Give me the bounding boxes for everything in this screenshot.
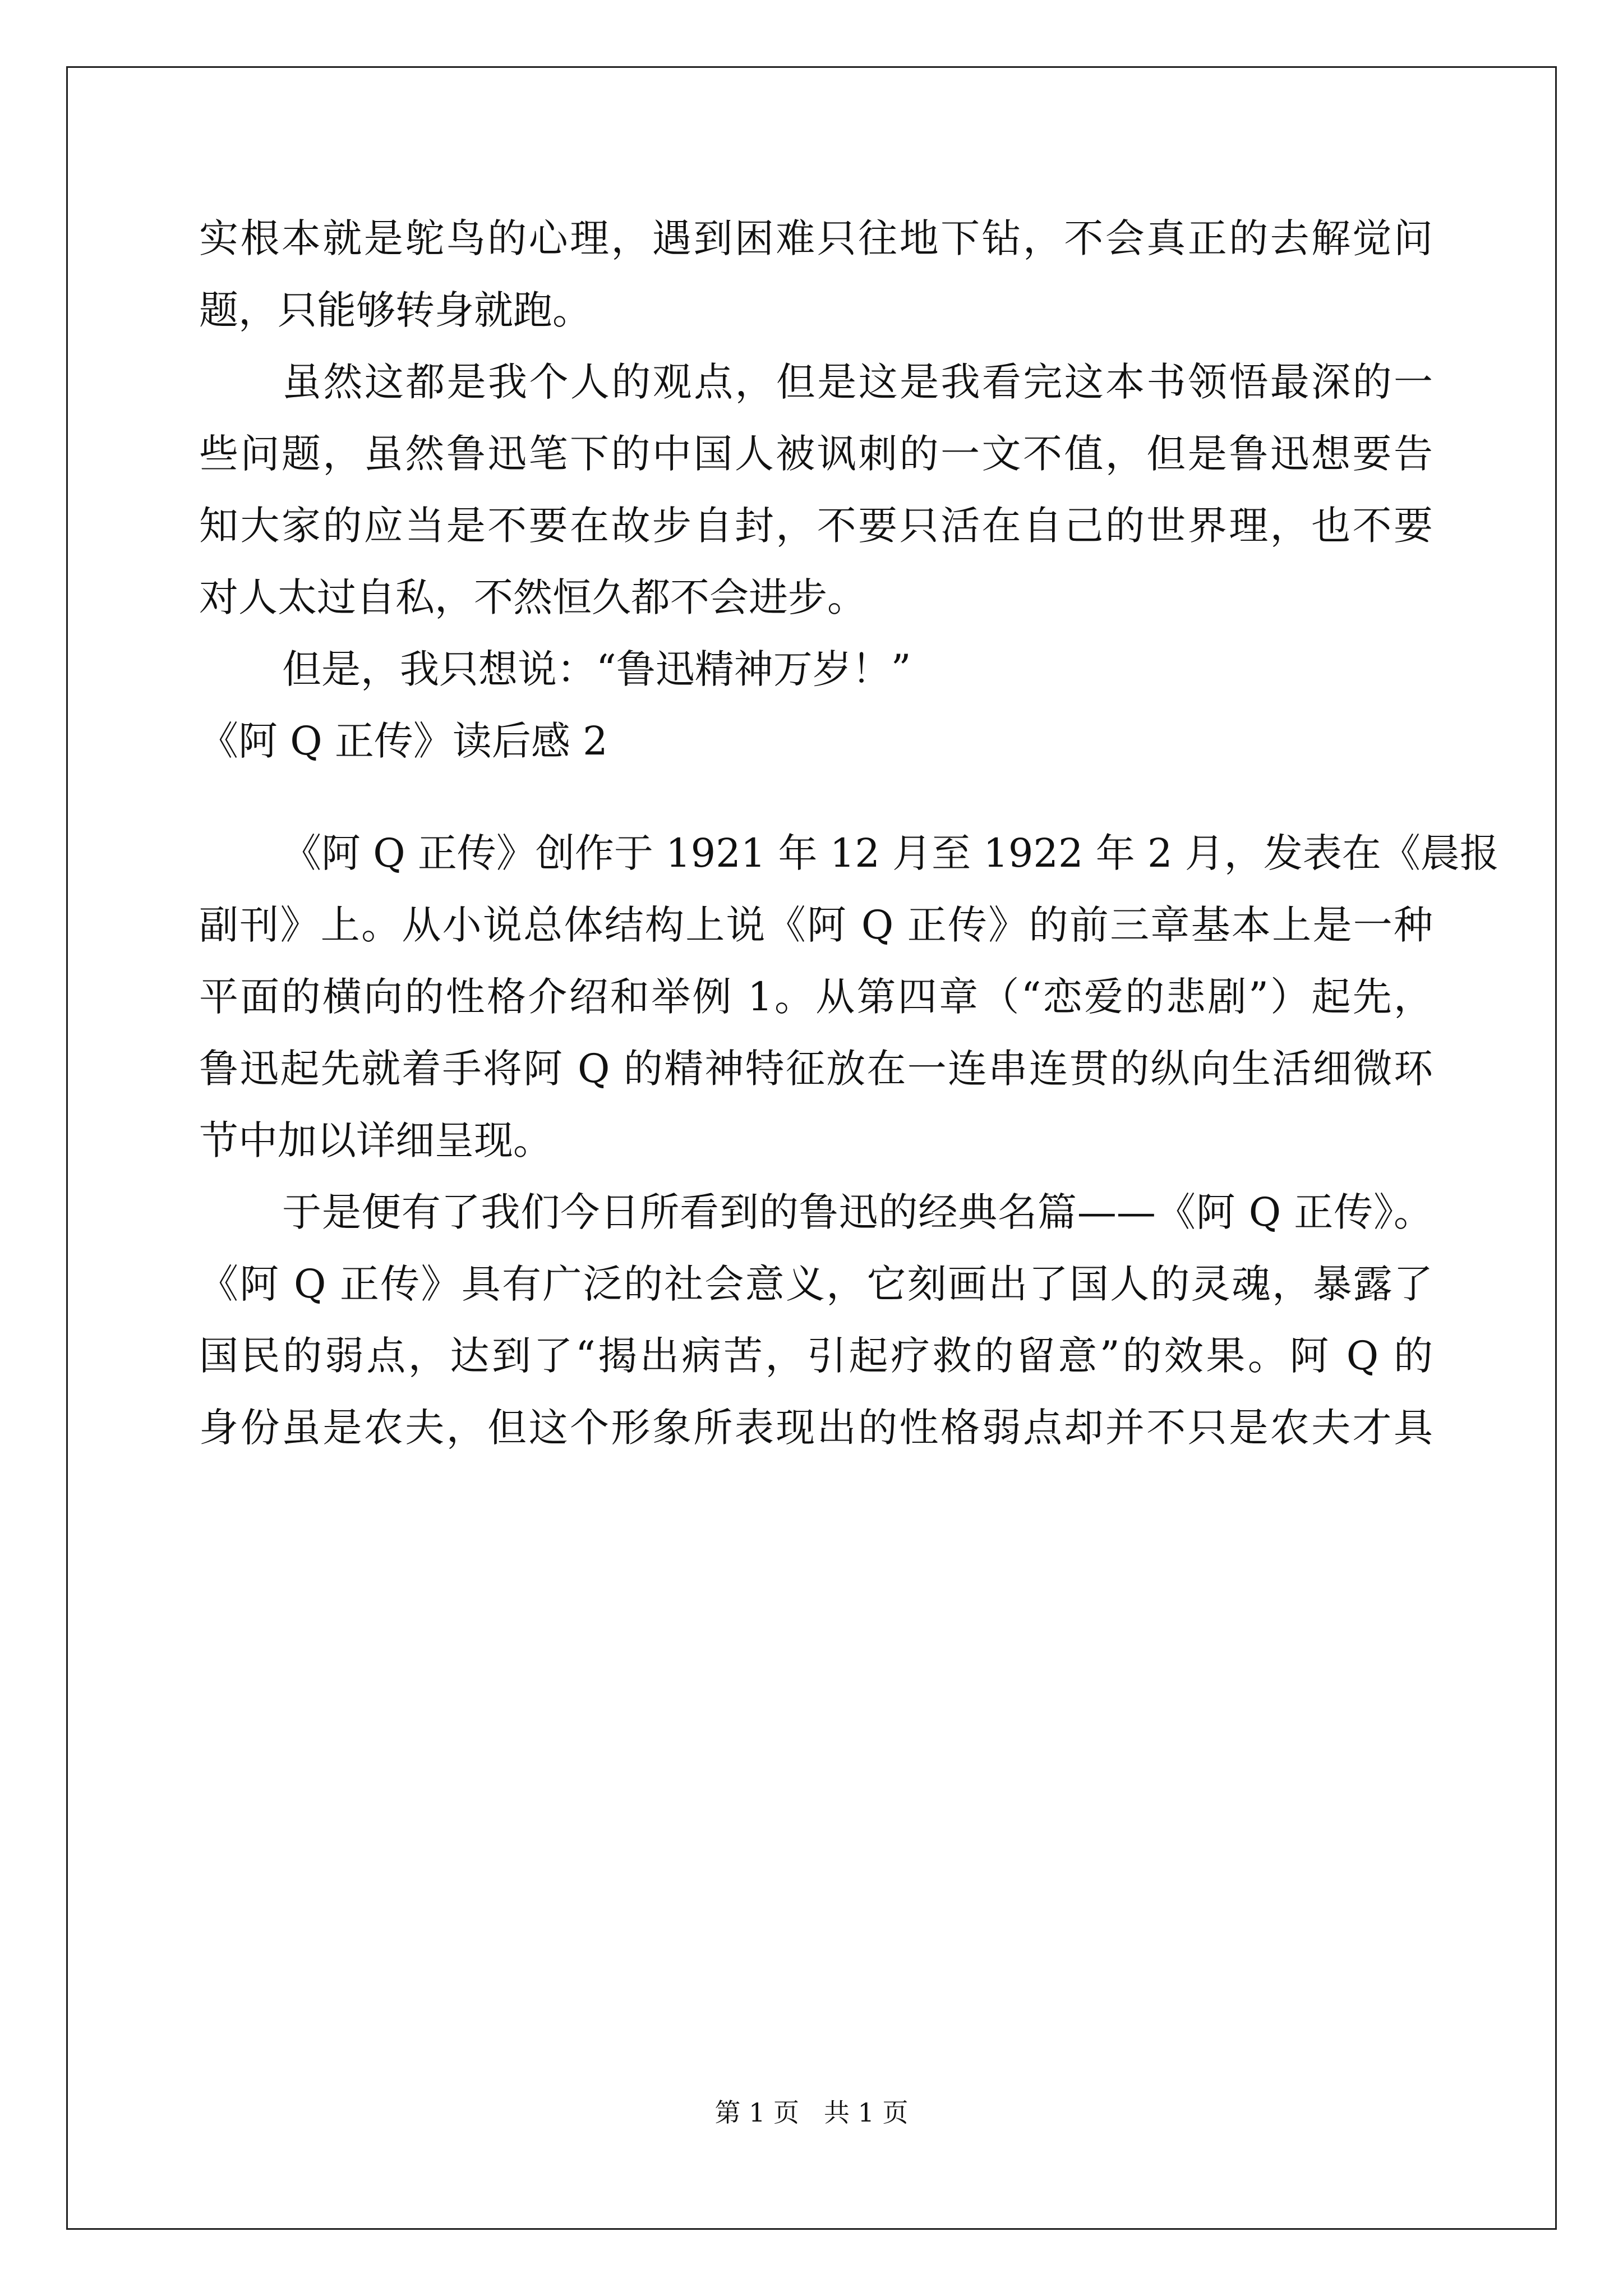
paragraph-line: 身份虽是农夫，但这个形象所表现出的性格弱点却并不只是农夫才具 [199, 1405, 1433, 1451]
paragraph-line: 国民的弱点，达到了“揭出病苦，引起疗救的留意”的效果。阿 Q 的 [199, 1333, 1433, 1379]
paragraph-line: 《阿 Q 正传》创作于 1921 年 12 月至 1922 年 2 月，发表在《晨报 [282, 830, 1499, 876]
paragraph-line: 于是便有了我们今日所看到的鲁迅的经典名篇——《阿 Q 正传》。 [282, 1189, 1433, 1235]
paragraph-line: 实根本就是鸵鸟的心理，遇到困难只往地下钻，不会真正的去解觉问 [199, 215, 1433, 261]
paragraph-line: 但是，我只想说：“鲁迅精神万岁！” [282, 646, 911, 692]
page-number: 第 1 页 [714, 2097, 799, 2128]
paragraph-line: 平面的横向的性格介绍和举例 1。从第四章（“恋爱的悲剧”）起先， [199, 974, 1433, 1020]
page-footer [0, 2097, 1623, 2128]
paragraph-line: 《阿 Q 正传》具有广泛的社会意义，它刻画出了国人的灵魂，暴露了 [199, 1261, 1433, 1307]
paragraph-line: 节中加以详细呈现。 [199, 1117, 552, 1163]
paragraph-line: 副刊》上。从小说总体结构上说《阿 Q 正传》的前三章基本上是一种 [199, 902, 1433, 948]
paragraph-line: 题，只能够转身就跑。 [199, 287, 592, 333]
paragraph-line: 些问题，虽然鲁迅笔下的中国人被讽刺的一文不值，但是鲁迅想要告 [199, 431, 1433, 477]
paragraph-line: 对人太过自私，不然恒久都不会进步。 [199, 574, 866, 620]
paragraph-line: 知大家的应当是不要在故步自封，不要只活在自己的世界理，也不要 [199, 503, 1433, 549]
document-body [199, 213, 1499, 1474]
paragraph-line: 鲁迅起先就着手将阿 Q 的精神特征放在一连串连贯的纵向生活细微环 [199, 1046, 1433, 1092]
page-total: 共 1 页 [824, 2097, 909, 2128]
paragraph-line: 虽然这都是我个人的观点，但是这是我看完这本书领悟最深的一 [282, 359, 1433, 405]
section-heading: 《阿 Q 正传》读后感 2 [199, 718, 608, 764]
